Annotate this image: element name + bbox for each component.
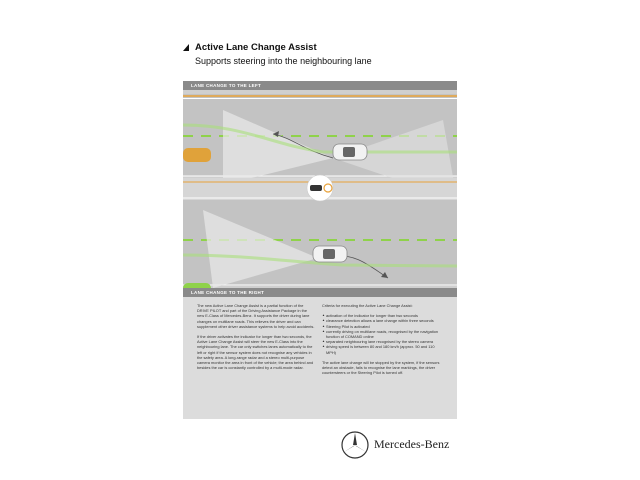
list-item: ▲ separated neighbouring lane recognised by the stereo camera <box>322 339 440 344</box>
lane-change-illustration <box>183 90 457 288</box>
left-paragraph-2: If the driver activates the indicator for longer than two seconds, the Active Lane Change Assist will steer the new E-Class into the neighbouring lane. The car only switches lanes automatically to the left or right if the sensor system does not recognise any vehicles in the safety area. A long-range radar and a stereo multi-purpose camera monitor the area in front of the vehicle; the area behind and besides the car is constantly controlled by a multi-mode radar. <box>197 334 314 371</box>
list-item: ▲ currently driving on multilane roads, recognised by the navigation function of COMAND online <box>322 329 440 339</box>
document-subtitle: Supports steering into the neighbouring lane <box>195 56 372 66</box>
description-left-column <box>197 303 315 375</box>
car-orange <box>183 148 211 162</box>
mercedes-benz-logo-icon <box>340 430 370 460</box>
brand-name: Mercedes-Benz <box>374 437 450 451</box>
list-item: ▲ driving speed is between 80 and 180 km/h (approx. 50 and 110 MPH) <box>322 344 440 354</box>
left-paragraph-1: The new Active Lane Change Assist is a partial function of the DRIVE PILOT and part of the Driving Assistance Package in the new E-Class of Mercedes-Benz. It supports the driver during lane changes on multilane roads. This relieves the driver and can supplement other driver assistance systems to help avoid accidents. <box>197 303 315 329</box>
mercedes-star-icon <box>160 396 280 426</box>
description-right-column <box>322 303 440 380</box>
list-item: ▲ clearance detection allows a lane change within three seconds <box>322 318 440 323</box>
criteria-intro: Criteria for executing the Active Lane Change Assist: <box>322 303 413 308</box>
section-label-right: LANE CHANGE TO THE RIGHT <box>183 288 457 297</box>
document-title: Active Lane Change Assist <box>183 42 317 53</box>
list-item: ▲ activation of the indicator for longer than two seconds <box>322 313 440 318</box>
criteria-list <box>322 313 440 355</box>
list-item: ▲ Steering Pilot is activated <box>322 324 440 329</box>
triangle-bullet-icon <box>183 44 189 51</box>
road-diagram <box>183 90 457 288</box>
right-paragraph-2: The active lane change will be stopped by the system, if the sensors detect an obstacle, fails to recognise the lane markings, the driver countersteers or the Steering Pilot is turned off. <box>322 359 440 376</box>
section-label-left: LANE CHANGE TO THE LEFT <box>183 81 457 90</box>
